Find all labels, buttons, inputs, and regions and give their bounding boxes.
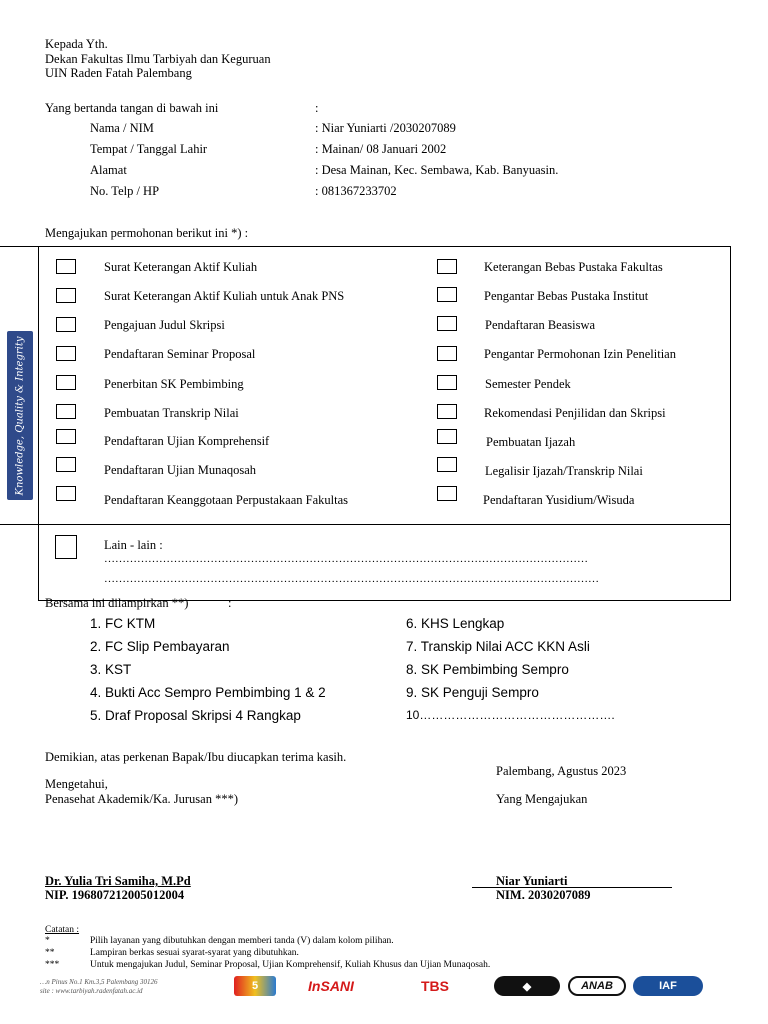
recipient-line-1: Kepada Yth. (45, 37, 108, 51)
attachments-intro: Bersama ini dilampirkan **) (45, 596, 189, 610)
iaf-logo-text: IAF (659, 980, 677, 992)
field-value-alamat: : Desa Mainan, Kec. Sembawa, Kab. Banyuasin. (315, 163, 559, 177)
option-label: Pendaftaran Ujian Munaqosah (104, 463, 257, 477)
banner-text: Knowledge, Quality & Integrity (14, 336, 26, 495)
option-label: Pendaftaran Yusidium/Wisuda (483, 493, 635, 507)
checkbox-ujian-munaqosah[interactable] (56, 457, 76, 472)
attachment-item: 5. Draf Proposal Skripsi 4 Rangkap (90, 708, 301, 723)
approver-name: Dr. Yulia Tri Samiha, M.Pd (45, 874, 191, 888)
insani-logo-text: InSANI (308, 978, 354, 994)
checkbox-pembuatan-ijazah[interactable] (437, 429, 457, 444)
place-date: Palembang, Agustus 2023 (496, 764, 627, 778)
note-text: Pilih layanan yang dibutuhkan dengan memberi tanda (V) dalam kolom pilihan. (90, 936, 394, 946)
approver-title-1: Mengetahui, (45, 777, 108, 791)
option-label: Pendaftaran Seminar Proposal (104, 347, 256, 361)
closing-thanks: Demikian, atas perkenan Bapak/Ibu diucapkan terima kasih. (45, 750, 347, 764)
applicant-intro: Yang bertanda tangan di bawah ini (45, 101, 219, 115)
recipient-line-2: Dekan Fakultas Ilmu Tarbiyah dan Keguruan (45, 52, 271, 66)
option-label: Keterangan Bebas Pustaka Fakultas (484, 260, 663, 274)
insani-logo (282, 976, 380, 996)
checkbox-judul-skripsi[interactable] (56, 317, 76, 332)
footer-address-1: …n Pinus No.1 Km.3,5 Palembang 30126 (40, 978, 158, 986)
option-label: Pendaftaran Keanggotaan Perpustakaan Fakultas (104, 493, 349, 507)
option-label: Pembuatan Transkrip Nilai (104, 406, 239, 420)
option-label: Pengantar Bebas Pustaka Institut (484, 289, 649, 303)
attachment-item: 2. FC Slip Pembayaran (90, 639, 230, 654)
note-mark: *** (45, 960, 60, 970)
note-text: Untuk mengajukan Judul, Seminar Proposal, Ujian Komprehensif, Kuliah Khusus dan Ujian Munaqosah. (90, 960, 491, 970)
checkbox-bebas-pustaka-institut[interactable] (437, 287, 457, 302)
options-divider (38, 246, 39, 525)
field-label-nama: Nama / NIM (90, 121, 154, 135)
checkbox-izin-penelitian[interactable] (437, 346, 457, 361)
field-label-alamat: Alamat (90, 163, 127, 177)
checkbox-semester-pendek[interactable] (437, 375, 457, 390)
checkbox-beasiswa[interactable] (437, 316, 457, 331)
field-label-ttl: Tempat / Tanggal Lahir (90, 142, 208, 156)
tbs-logo (384, 976, 486, 996)
other-dotted-line-1[interactable]: …………………………………………………………………………………………………………………… (104, 553, 588, 565)
option-label: Legalisir Ijazah/Transkrip Nilai (485, 464, 643, 478)
applicant-nim: NIM. 2030207089 (496, 888, 591, 902)
request-intro: Mengajukan permohonan berikut ini *) : (45, 226, 249, 240)
attachment-item: 9. SK Penguji Sempro (406, 685, 539, 700)
zi-logo: ◆ (494, 976, 560, 996)
field-value-nama: : Niar Yuniarti /2030207089 (315, 121, 456, 135)
checkbox-keanggotaan-perpustakaan[interactable] (56, 486, 76, 501)
option-label: Surat Keterangan Aktif Kuliah (104, 260, 258, 274)
knowledge-quality-integrity-banner (7, 331, 33, 500)
note-text: Lampiran berkas sesuai syarat-syarat yang dibutuhkan. (90, 948, 299, 958)
option-label: Rekomendasi Penjilidan dan Skripsi (484, 406, 666, 420)
attachment-item: 8. SK Pembimbing Sempro (406, 662, 569, 677)
checkbox-legalisir-ijazah[interactable] (437, 457, 457, 472)
option-label: Pendaftaran Ujian Komprehensif (104, 434, 270, 448)
checkbox-sk-pembimbing[interactable] (56, 375, 76, 390)
checkbox-transkrip-nilai[interactable] (56, 404, 76, 419)
note-mark: * (45, 936, 50, 946)
approver-title-2: Penasehat Akademik/Ka. Jurusan ***) (45, 792, 239, 806)
attachment-item-other[interactable]: 10…………………………………………. (406, 708, 615, 722)
field-label-telp: No. Telp / HP (90, 184, 160, 198)
option-label: Pendaftaran Beasiswa (485, 318, 596, 332)
attachment-item: 7. Transkip Nilai ACC KKN Asli (406, 639, 590, 654)
other-dotted-line-2[interactable]: ……………………………………………………………………………………………………………………… (104, 573, 599, 585)
applicant-title: Yang Mengajukan (496, 792, 588, 806)
option-label: Semester Pendek (485, 377, 571, 391)
other-label: Lain - lain : (104, 538, 163, 552)
attachment-item: 6. KHS Lengkap (406, 616, 505, 631)
checkbox-seminar-proposal[interactable] (56, 346, 76, 361)
footer-address-2: site : www.tarbiyah.radenfatah.ac.id (40, 987, 143, 995)
checkbox-lain-lain[interactable] (55, 535, 77, 559)
anab-logo-text: ANAB (581, 980, 613, 992)
checkbox-surat-aktif-pns[interactable] (56, 288, 76, 303)
checkbox-surat-aktif[interactable] (56, 259, 76, 274)
option-label: Pengantar Permohonan Izin Penelitian (484, 347, 676, 361)
attachment-item: 4. Bukti Acc Sempro Pembimbing 1 & 2 (90, 685, 326, 700)
checkbox-bebas-pustaka-fakultas[interactable] (437, 259, 457, 274)
applicant-name: Niar Yuniarti (496, 874, 568, 888)
checkbox-penjilidan-skripsi[interactable] (437, 404, 457, 419)
five-s-logo: 5 (234, 976, 276, 996)
attachments-intro-colon: : (228, 596, 232, 610)
field-value-ttl: : Mainan/ 08 Januari 2002 (315, 142, 447, 156)
attachment-item: 3. KST (90, 662, 132, 677)
attachment-item: 1. FC KTM (90, 616, 156, 631)
notes-title: Catatan : (45, 925, 80, 935)
tbs-logo-text: TBS (421, 978, 449, 994)
recipient-line-3: UIN Raden Fatah Palembang (45, 66, 192, 80)
option-label: Surat Keterangan Aktif Kuliah untuk Anak PNS (104, 289, 345, 303)
checkbox-yusidium-wisuda[interactable] (437, 486, 457, 501)
option-label: Pembuatan Ijazah (486, 435, 576, 449)
option-label: Penerbitan SK Pembimbing (104, 377, 244, 391)
approver-nip: NIP. 196807212005012004 (45, 888, 185, 902)
field-value-telp: : 081367233702 (315, 184, 397, 198)
iaf-logo (633, 976, 703, 996)
checkbox-ujian-komprehensif[interactable] (56, 429, 76, 444)
option-label: Pengajuan Judul Skripsi (104, 318, 225, 332)
note-mark: ** (45, 948, 55, 958)
anab-logo (568, 976, 626, 996)
applicant-intro-colon: : (315, 101, 319, 115)
